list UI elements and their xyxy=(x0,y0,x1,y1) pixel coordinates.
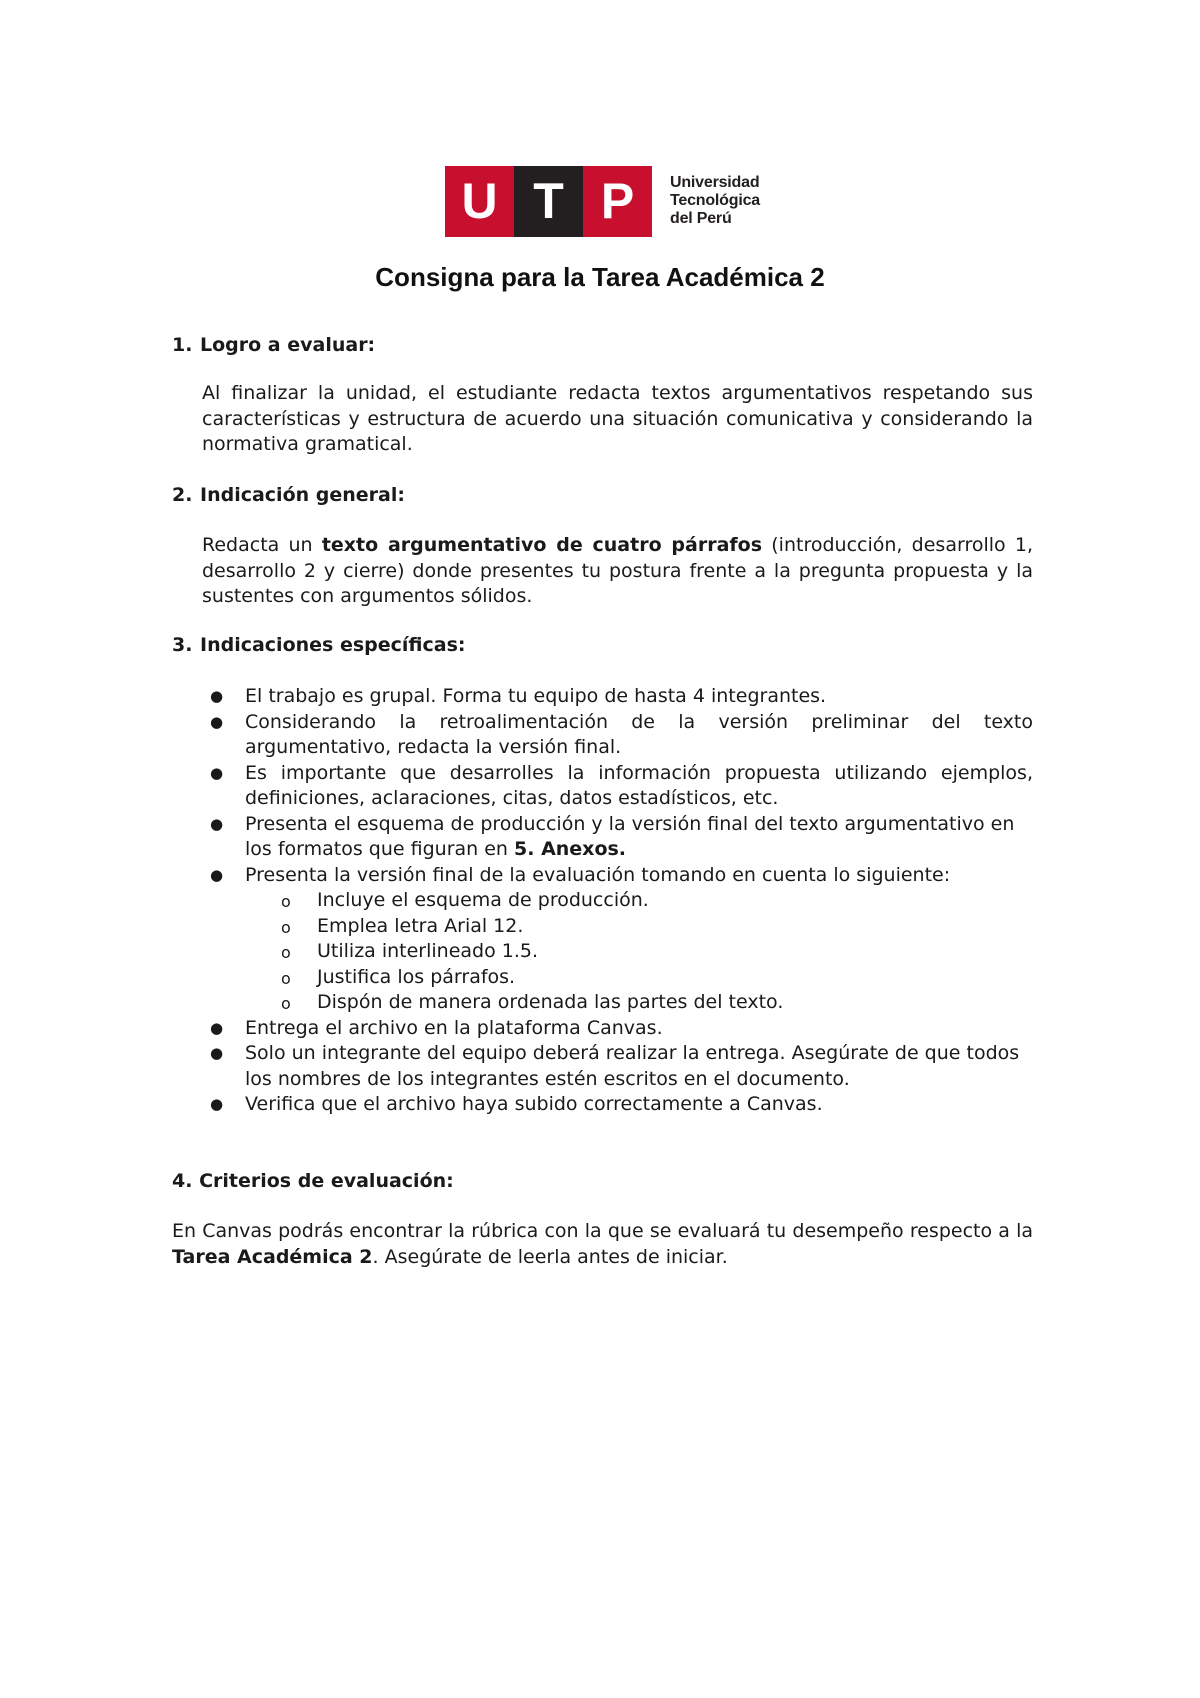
logo-letter-p: P xyxy=(583,166,652,237)
sub-item-text: Incluye el esquema de producción. xyxy=(317,889,649,911)
section-4-text-post: . Asegúrate de leerla antes de iniciar. xyxy=(372,1245,728,1268)
circle-bullet-icon: o xyxy=(281,968,291,988)
section-2-text-pre: Redacta un xyxy=(202,534,322,556)
section-1-heading xyxy=(172,333,375,358)
bullet-icon: ● xyxy=(210,763,224,782)
sub-list-item xyxy=(281,888,1105,914)
list-item xyxy=(210,1041,1033,1092)
section-4-title: Criterios de evaluación: xyxy=(199,1170,454,1192)
section-2-heading xyxy=(172,483,405,508)
bullet-icon: ● xyxy=(210,712,224,731)
circle-bullet-icon: o xyxy=(281,892,291,911)
list-item xyxy=(210,812,1033,863)
sub-list-item xyxy=(281,965,1105,991)
list-item xyxy=(210,761,1033,812)
bullet-text: Presenta la versión final de la evaluación tomando en cuenta lo siguiente: xyxy=(245,863,951,886)
section-4-number: 4. xyxy=(172,1170,193,1192)
sub-list-item xyxy=(281,914,1105,940)
section-2-text xyxy=(202,533,1033,610)
sub-item-text: Dispón de manera ordenada las partes del texto. xyxy=(317,991,784,1013)
section-2-number: 2. xyxy=(172,484,193,506)
list-item xyxy=(210,710,1033,761)
logo-word-1: Universidad xyxy=(670,174,760,191)
section-4-text xyxy=(172,1219,1033,1270)
circle-bullet-icon: o xyxy=(281,943,291,962)
section-1-text: Al finalizar la unidad, el estudiante redacta textos argumentativos respetando sus características y estructura de acuerdo una situación comunicativa y considerando la normativa gramatical. xyxy=(202,382,1033,455)
sub-list xyxy=(281,888,1105,1016)
section-3-number: 3. xyxy=(172,634,193,656)
specific-instructions-list xyxy=(210,684,1033,1118)
sub-item-text: Utiliza interlineado 1.5. xyxy=(317,940,539,962)
list-item xyxy=(210,1092,1033,1118)
bullet-text-bold: 5. Anexos. xyxy=(514,838,627,860)
section-4-heading xyxy=(172,1169,454,1194)
bullet-text: Presenta el esquema de producción y la versión final del texto argumentativo en los formatos que figuran en xyxy=(245,812,1015,860)
logo-letter-t: T xyxy=(514,166,583,237)
bullet-icon: ● xyxy=(210,865,224,884)
bullet-text: Entrega el archivo en la plataforma Canvas. xyxy=(245,1016,663,1039)
sub-list-item xyxy=(281,939,1105,965)
bullet-text: Solo un integrante del equipo deberá realizar la entrega. Asegúrate de que todos los nombres de los integrantes estén escritos en el documento. xyxy=(245,1042,1020,1090)
list-item xyxy=(210,1016,1033,1042)
logo-word-2: Tecnológica xyxy=(670,192,760,209)
page-title: Consigna para la Tarea Académica 2 xyxy=(375,262,825,292)
list-item xyxy=(210,863,1033,1016)
section-4-text-pre: En Canvas podrás encontrar la rúbrica con la que se evaluará tu desempeño respecto a la xyxy=(172,1220,1033,1242)
bullet-text: Verifica que el archivo haya subido correctamente a Canvas. xyxy=(245,1093,823,1115)
bullet-icon: ● xyxy=(210,814,224,833)
section-1-title: Logro a evaluar: xyxy=(200,334,376,356)
logo-letter-u: U xyxy=(445,166,514,237)
bullet-icon: ● xyxy=(210,687,224,705)
section-1-number: 1. xyxy=(172,334,193,356)
circle-bullet-icon: o xyxy=(281,917,291,937)
section-2-title: Indicación general: xyxy=(200,484,405,506)
bullet-icon: ● xyxy=(210,1018,224,1037)
logo-word-3: del Perú xyxy=(670,210,732,227)
sub-list-item xyxy=(281,990,1105,1016)
section-2-text-bold: texto argumentativo de cuatro párrafos xyxy=(321,534,763,556)
section-3-heading xyxy=(172,633,466,658)
bullet-text: El trabajo es grupal. Forma tu equipo de hasta 4 integrantes. xyxy=(245,685,827,707)
bullet-icon: ● xyxy=(210,1044,224,1062)
section-2-text-post: (introducción, desarrollo 1, desarrollo 2 y cierre) donde presentes tu postura frente a la pregunta propuesta y la sustentes con argumentos sólidos. xyxy=(202,534,1033,607)
logo-wordmark xyxy=(670,174,760,228)
bullet-text: Considerando la retroalimentación de la versión preliminar del texto argumentativo, redacta la versión final. xyxy=(245,710,1033,758)
sub-item-text: Emplea letra Arial 12. xyxy=(317,914,524,937)
section-3-title: Indicaciones específicas: xyxy=(200,634,466,656)
utp-logo xyxy=(445,165,760,237)
sub-item-text: Justifica los párrafos. xyxy=(317,965,516,988)
section-4-text-bold: Tarea Académica 2 xyxy=(172,1245,373,1268)
list-item xyxy=(210,684,1033,710)
circle-bullet-icon: o xyxy=(281,994,291,1013)
bullet-text: Es importante que desarrolles la información propuesta utilizando ejemplos, definiciones, aclaraciones, citas, datos estadísticos, etc. xyxy=(245,761,1033,809)
bullet-icon: ● xyxy=(210,1095,224,1113)
